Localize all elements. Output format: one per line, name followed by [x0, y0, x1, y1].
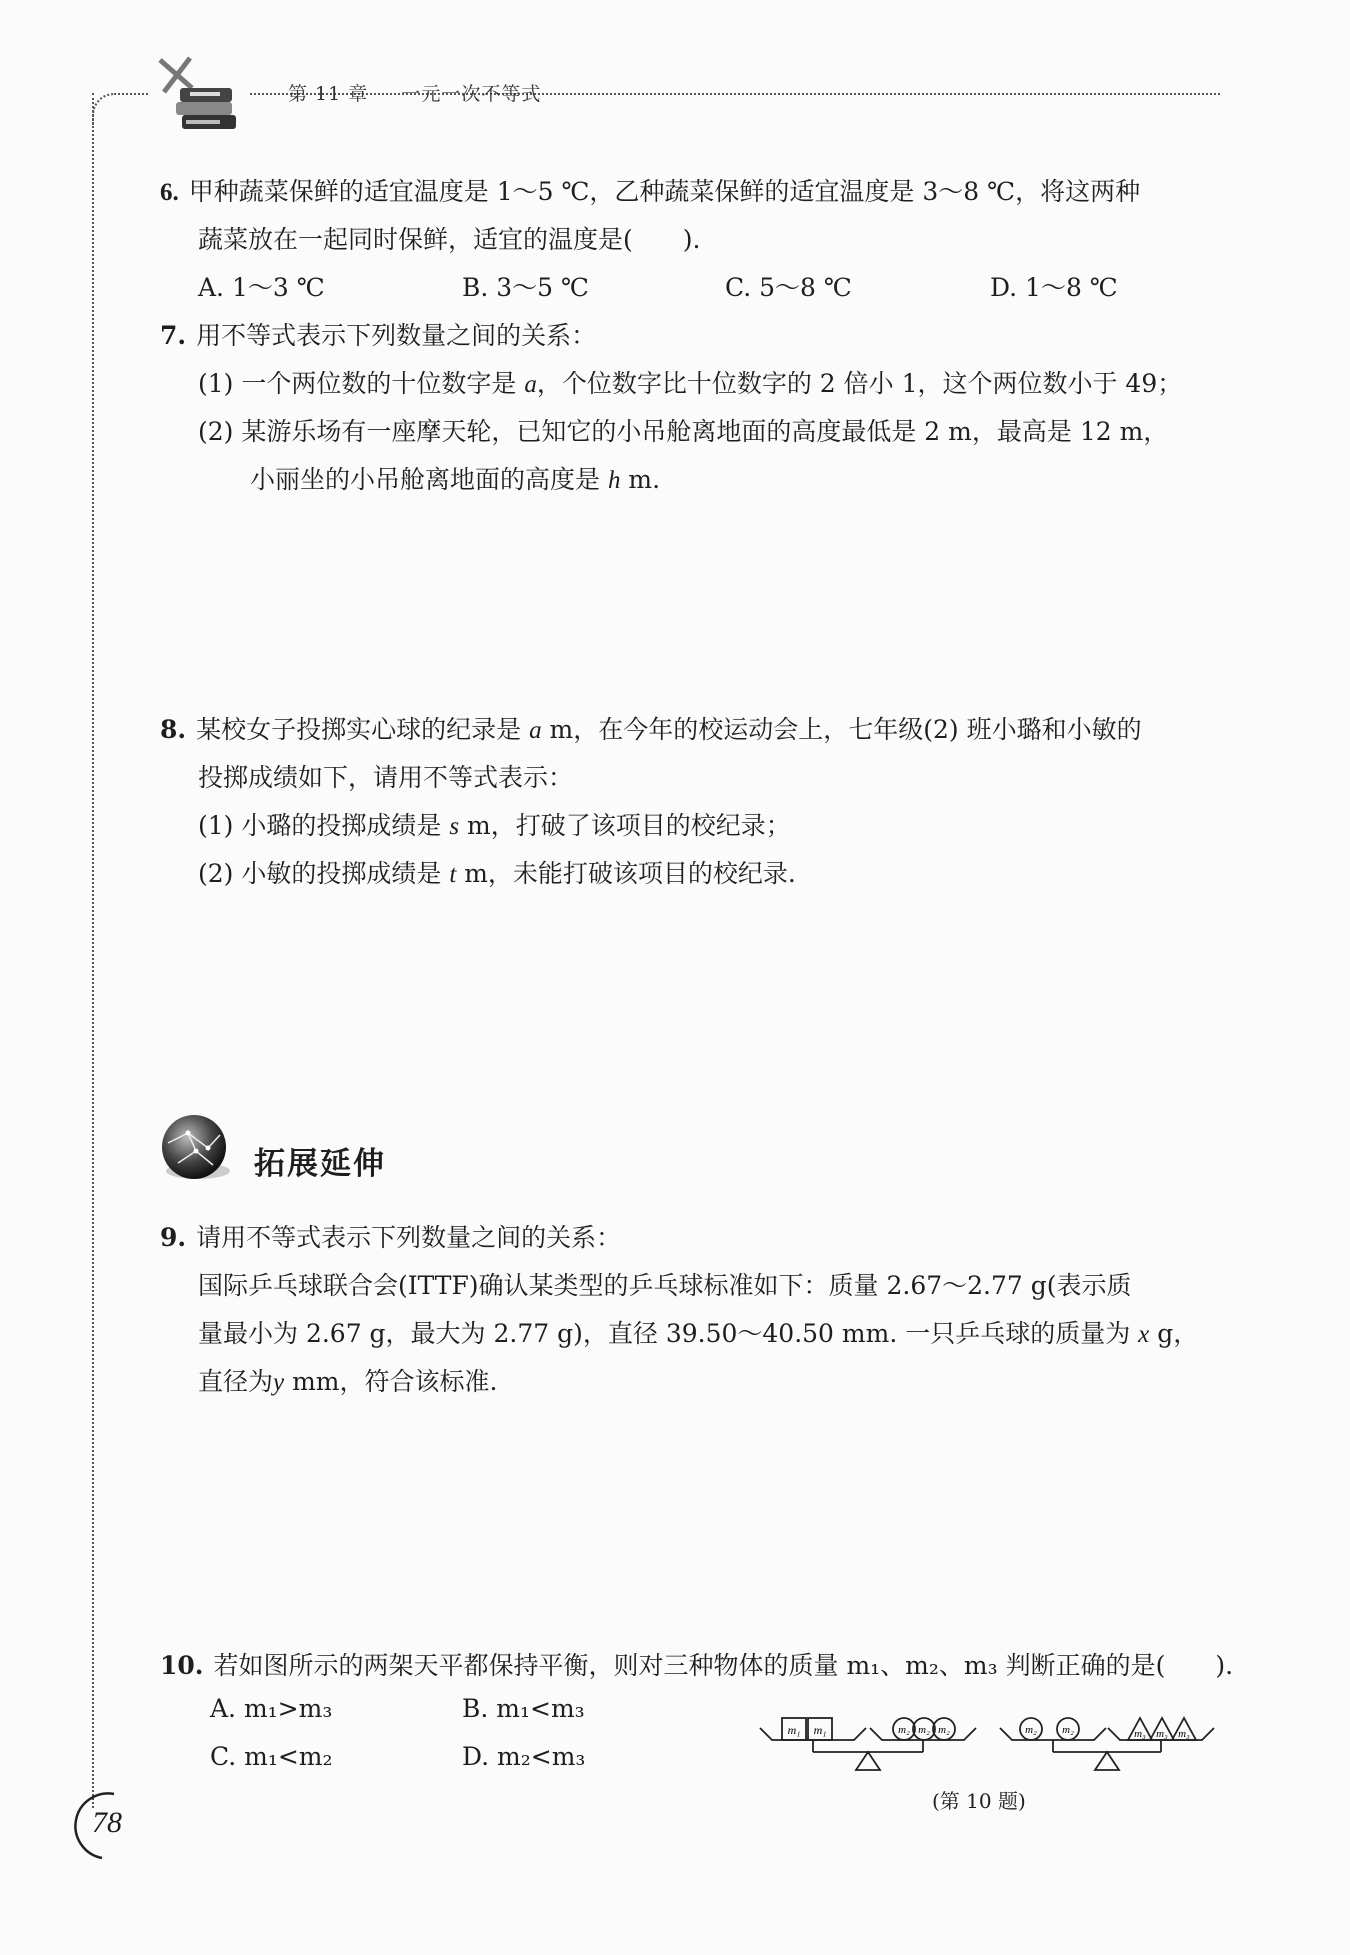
- m1-label-b: m₁: [813, 1723, 827, 1737]
- q7-part1: (1) 一个两位数的十位数字是 a，个位数字比十位数字的 2 倍小 1，这个两位数小于 49；: [198, 369, 1183, 398]
- q6-number: 6.: [160, 179, 179, 206]
- q6-line1: 6. 甲种蔬菜保鲜的适宜温度是 1～5 ℃，乙种蔬菜保鲜的适宜温度是 3～8 ℃，将这两种: [160, 177, 1141, 206]
- m2-label-e: m₂: [1062, 1724, 1074, 1736]
- figure-caption: (第 10 题): [932, 1789, 1026, 1813]
- m2-label-c: m₂: [938, 1724, 950, 1736]
- q6-line2: 蔬菜放在一起同时保鲜，适宜的温度是( ).: [198, 225, 701, 254]
- section-title: 拓展延伸: [254, 1146, 386, 1182]
- m3-label-a: m₃: [1134, 1728, 1146, 1740]
- q9-line2: 量最小为 2.67 g，最大为 2.77 g)，直径 39.50～40.50 mm. 一只乒乓球的质量为 x g，: [198, 1319, 1199, 1348]
- q9-number: 9.: [160, 1223, 187, 1252]
- q8-line1: 8. 某校女子投掷实心球的纪录是 a m，在今年的校运动会上，七年级(2) 班小璐和小敏的: [160, 715, 1142, 744]
- q9-line3: 直径为y mm，符合该标准.: [198, 1367, 498, 1396]
- margin-dotted-line: [92, 93, 94, 1808]
- chapter-header: [288, 79, 541, 106]
- m2-label-a: m₂: [898, 1724, 910, 1736]
- chapter-number: 第 11 章: [288, 83, 369, 105]
- m3-label-b: m₃: [1156, 1728, 1168, 1740]
- page-number-badge: [62, 1788, 132, 1860]
- border-corner: [92, 93, 124, 125]
- m2-label-b: m₂: [918, 1724, 930, 1736]
- q8-part2: (2) 小敏的投掷成绩是 t m，未能打破该项目的校纪录.: [198, 859, 796, 888]
- q6-option-c: C. 5～8 ℃: [725, 273, 852, 302]
- q8-part1: (1) 小璐的投掷成绩是 s m，打破了该项目的校纪录；: [198, 811, 791, 840]
- q10-option-d: D. m₂<m₃: [462, 1742, 586, 1771]
- q7-part2-line2: 小丽坐的小吊舱离地面的高度是 h m.: [250, 465, 661, 494]
- m2-label-d: m₂: [1025, 1724, 1037, 1736]
- q10-option-a: A. m₁>m₃: [210, 1694, 333, 1723]
- m3-label-c: m₃: [1178, 1728, 1190, 1740]
- q7-part2-line1: (2) 某游乐场有一座摩天轮，已知它的小吊舱离地面的高度最低是 2 m，最高是 12 m，: [198, 417, 1169, 446]
- balance-scales-figure: [758, 1700, 1228, 1780]
- chapter-title: 一元一次不等式: [401, 83, 542, 105]
- globe-icon: [158, 1113, 232, 1185]
- m1-label-a: m₁: [787, 1723, 801, 1737]
- books-logo-icon: [150, 50, 250, 140]
- q7-number: 7.: [160, 321, 187, 350]
- q10-stem: 10. 若如图所示的两架天平都保持平衡，则对三种物体的质量 m₁、m₂、m₃ 判断正确的是( ).: [160, 1651, 1234, 1680]
- q6-option-a: A. 1～3 ℃: [198, 273, 325, 302]
- q9-line1: 国际乒乓球联合会(ITTF)确认某类型的乒乓球标准如下：质量 2.67～2.77 g(表示质: [198, 1271, 1132, 1300]
- q6-option-d: D. 1～8 ℃: [990, 273, 1118, 302]
- q10-option-b: B. m₁<m₃: [462, 1694, 585, 1723]
- q8-line2: 投掷成绩如下，请用不等式表示：: [198, 763, 574, 792]
- header-dotted-line: [118, 93, 1220, 95]
- q9-stem: 9. 请用不等式表示下列数量之间的关系：: [160, 1223, 622, 1252]
- q6-option-b: B. 3～5 ℃: [462, 273, 589, 302]
- q10-option-c: C. m₁<m₂: [210, 1742, 333, 1771]
- q8-number: 8.: [160, 715, 187, 744]
- q7-stem: 7. 用不等式表示下列数量之间的关系：: [160, 321, 597, 350]
- page-number: 78: [92, 1806, 122, 1839]
- q10-number: 10.: [160, 1651, 204, 1680]
